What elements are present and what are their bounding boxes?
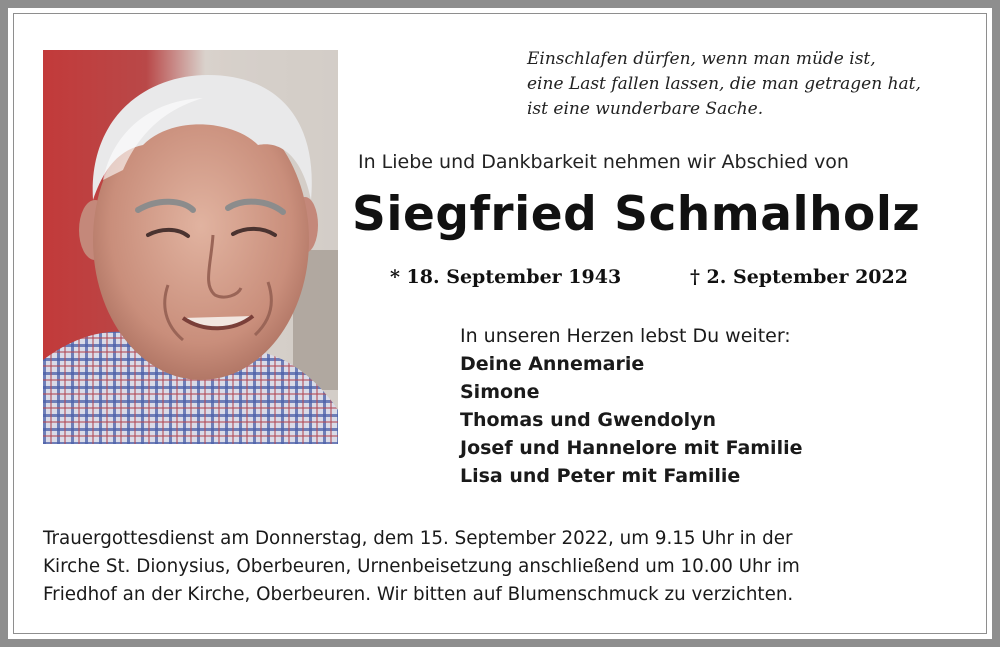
mourner-name: Deine Annemarie [460,353,645,375]
portrait-photo [43,50,338,444]
poem-quote [527,47,967,122]
mourners-list [460,350,980,490]
poem-line: ist eine wunderbare Sache. [527,99,764,119]
deceased-name: Siegfried Schmalholz [352,187,921,242]
birth-date: * 18. September 1943 [390,266,622,288]
poem-line: Einschlafen dürfen, wenn man müde ist, [527,49,876,69]
mourner-name: Josef und Hannelore mit Familie [460,437,803,459]
service-line: Friedhof an der Kirche, Oberbeuren. Wir bitten auf Blumenschmuck zu verzichten. [43,584,794,605]
mourner-name: Lisa und Peter mit Familie [460,465,741,487]
poem-line: eine Last fallen lassen, die man getragen hat, [527,74,921,94]
death-date: † 2. September 2022 [690,266,908,288]
mourners-lead: In unseren Herzen lebst Du weiter: [460,325,791,347]
service-line: Kirche St. Dionysius, Oberbeuren, Urnenbeisetzung anschließend um 10.00 Uhr im [43,556,800,577]
mourners-block [460,322,980,490]
mourner-name: Simone [460,381,540,403]
funeral-service-info [43,525,973,609]
mourner-name: Thomas und Gwendolyn [460,409,716,431]
farewell-intro: In Liebe und Dankbarkeit nehmen wir Abschied von [358,151,849,173]
service-line: Trauergottesdienst am Donnerstag, dem 15. September 2022, um 9.15 Uhr in der [43,528,793,549]
